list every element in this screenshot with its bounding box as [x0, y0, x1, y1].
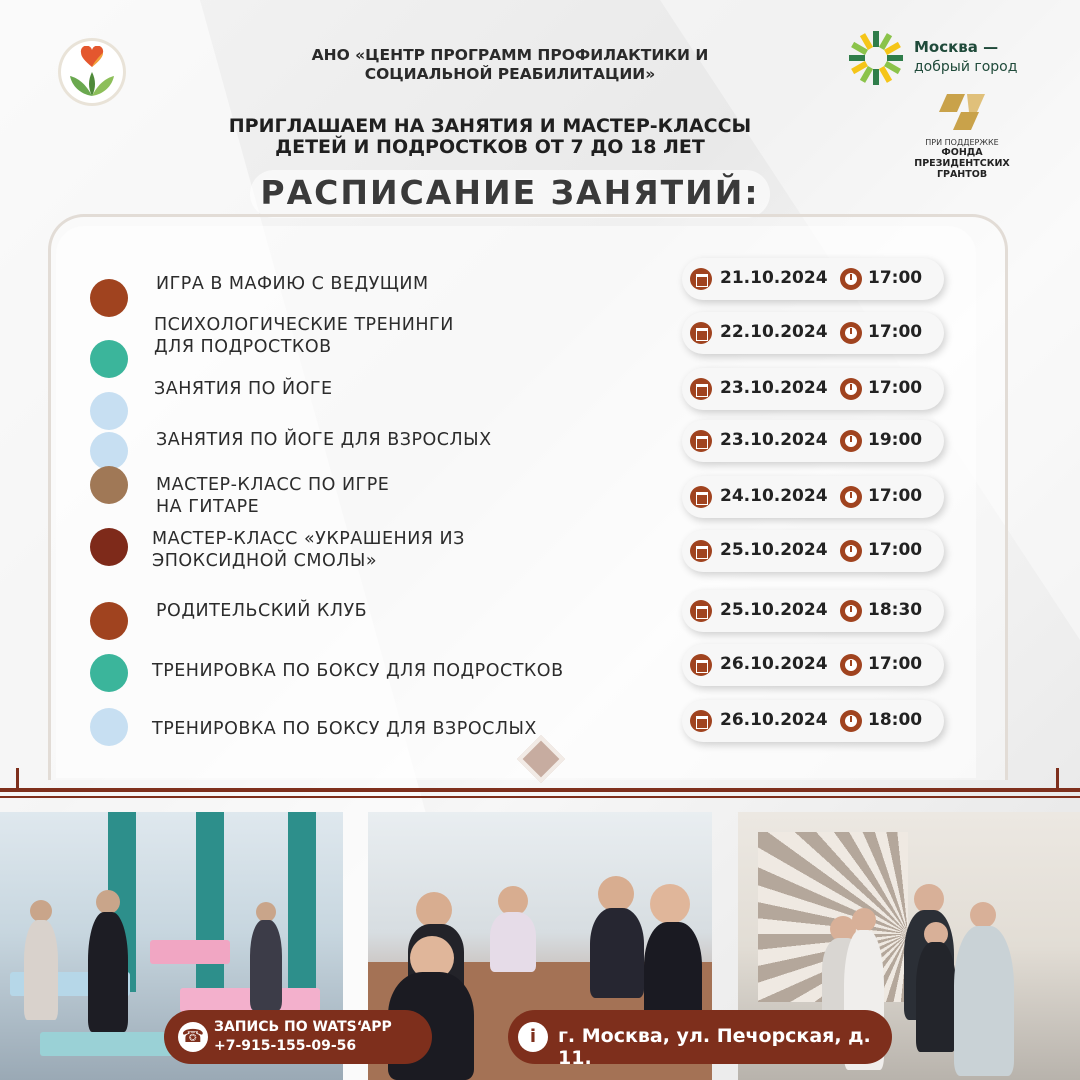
- datetime-pill: [682, 420, 944, 462]
- event-date: 25.10.2024: [720, 600, 828, 620]
- calendar-icon: [690, 322, 712, 344]
- category-dot: [90, 654, 128, 692]
- calendar-icon: [690, 268, 712, 290]
- event-time: 17:00: [868, 486, 923, 506]
- calendar-icon: [690, 430, 712, 452]
- datetime-pill: [682, 312, 944, 354]
- datetime-pill: [682, 476, 944, 518]
- calendar-icon: [690, 486, 712, 508]
- schedule-row: [0, 420, 1080, 472]
- event-date: 22.10.2024: [720, 322, 828, 342]
- phone-number[interactable]: +7-915-155-09-56: [214, 1038, 357, 1054]
- divider-line-thin: [0, 796, 1080, 798]
- clock-icon: [840, 430, 862, 452]
- datetime-pill: [682, 258, 944, 300]
- schedule-title: РОДИТЕЛЬСКИЙ КЛУБ: [156, 601, 368, 621]
- calendar-icon: [690, 600, 712, 622]
- section-divider: [0, 788, 1080, 800]
- calendar-icon: [690, 540, 712, 562]
- address-bar: [508, 1010, 892, 1069]
- whatsapp-signup[interactable]: [164, 1010, 432, 1064]
- schedule-row: [0, 586, 1080, 638]
- event-date: 25.10.2024: [720, 540, 828, 560]
- datetime-pill: [682, 368, 944, 410]
- clock-icon: [840, 540, 862, 562]
- invite-line: ДЕТЕЙ И ПОДРОСТКОВ ОТ 7 ДО 18 ЛЕТ: [275, 136, 705, 158]
- hands-icon: [68, 68, 116, 98]
- schedule-row: [0, 258, 1080, 310]
- org-logo: [58, 38, 126, 106]
- divider-tick: [16, 768, 19, 790]
- schedule-title: ТРЕНИРОВКА ПО БОКСУ ДЛЯ ВЗРОСЛЫХ: [152, 719, 537, 739]
- schedule-title: ТРЕНИРОВКА ПО БОКСУ ДЛЯ ПОДРОСТКОВ: [152, 661, 564, 681]
- presidential-grants-logo: [892, 92, 1032, 180]
- event-time: 17:00: [868, 654, 923, 674]
- schedule-title: МАСТЕР-КЛАСС ПО ИГРЕ НА ГИТАРЕ: [156, 475, 390, 517]
- event-date: 24.10.2024: [720, 486, 828, 506]
- category-dot: [90, 528, 128, 566]
- grant-fund-line: ГРАНТОВ: [936, 169, 988, 180]
- moscow-logo-line1: Москва —: [914, 38, 999, 56]
- schedule-row: [0, 530, 1080, 582]
- clock-icon: [840, 322, 862, 344]
- divider-tick: [1056, 768, 1059, 790]
- clock-icon: [840, 600, 862, 622]
- schedule-row: [0, 640, 1080, 692]
- schedule-title: РАСПИСАНИЕ ЗАНЯТИЙ:: [250, 170, 770, 218]
- clock-icon: [840, 486, 862, 508]
- schedule-title: МАСТЕР-КЛАСС «УКРАШЕНИЯ ИЗ ЭПОКСИДНОЙ СМОЛЫ»: [152, 529, 465, 571]
- divider-line: [0, 788, 1080, 792]
- schedule-title: ИГРА В МАФИЮ С ВЕДУЩИМ: [156, 274, 429, 294]
- datetime-pill: [682, 644, 944, 686]
- event-time: 17:00: [868, 540, 923, 560]
- category-dot: [90, 432, 128, 470]
- event-time: 18:30: [868, 600, 923, 620]
- phone-icon: ☎: [178, 1022, 208, 1052]
- event-time: 19:00: [868, 430, 923, 450]
- event-time: 18:00: [868, 710, 923, 730]
- clock-icon: [840, 378, 862, 400]
- schedule-title: ЗАНЯТИЯ ПО ЙОГЕ ДЛЯ ВЗРОСЛЫХ: [156, 430, 492, 450]
- org-name: АНО «ЦЕНТР ПРОГРАММ ПРОФИЛАКТИКИ И СОЦИАЛЬНОЙ РЕАБИЛИТАЦИИ»: [311, 46, 709, 83]
- datetime-pill: [682, 700, 944, 742]
- info-icon: i: [518, 1022, 548, 1052]
- schedule-row: [0, 312, 1080, 364]
- event-time: 17:00: [868, 378, 923, 398]
- event-date: 26.10.2024: [720, 654, 828, 674]
- grant-support-text: ПРИ ПОДДЕРЖКЕ: [925, 138, 999, 147]
- event-time: 17:00: [868, 322, 923, 342]
- clock-icon: [840, 268, 862, 290]
- sunburst-icon: [848, 30, 904, 86]
- calendar-icon: [690, 654, 712, 676]
- datetime-pill: [682, 590, 944, 632]
- invite-text: [190, 116, 790, 158]
- schedule-title: ПСИХОЛОГИЧЕСКИЕ ТРЕНИНГИ ДЛЯ ПОДРОСТКОВ: [154, 315, 454, 357]
- calendar-icon: [690, 378, 712, 400]
- datetime-pill: [682, 530, 944, 572]
- invite-line: ПРИГЛАШАЕМ НА ЗАНЯТИЯ И МАСТЕР-КЛАССЫ: [228, 115, 752, 137]
- moscow-good-city-logo: [848, 30, 1048, 90]
- event-date: 21.10.2024: [720, 268, 828, 288]
- moscow-logo-line2: добрый город: [914, 59, 1018, 75]
- clock-icon: [840, 710, 862, 732]
- heart-icon: [80, 46, 104, 68]
- address-text: г. Москва, ул. Печорская, д. 11.: [558, 1025, 871, 1069]
- event-time: 17:00: [868, 268, 923, 288]
- calendar-icon: [690, 710, 712, 732]
- category-dot: [90, 602, 128, 640]
- clock-icon: [840, 654, 862, 676]
- grant-emblem-icon: [939, 92, 985, 132]
- event-date: 23.10.2024: [720, 378, 828, 398]
- category-dot: [90, 466, 128, 504]
- schedule-row: [0, 474, 1080, 526]
- whatsapp-label: ЗАПИСЬ ПО WATS‘APP: [214, 1019, 392, 1035]
- grant-fund-line: ФОНДА: [941, 147, 983, 158]
- grant-fund-line: ПРЕЗИДЕНТСКИХ: [914, 158, 1010, 169]
- event-date: 26.10.2024: [720, 710, 828, 730]
- category-dot: [90, 708, 128, 746]
- schedule-title: ЗАНЯТИЯ ПО ЙОГЕ: [154, 379, 333, 399]
- schedule-row: [0, 366, 1080, 418]
- event-date: 23.10.2024: [720, 430, 828, 450]
